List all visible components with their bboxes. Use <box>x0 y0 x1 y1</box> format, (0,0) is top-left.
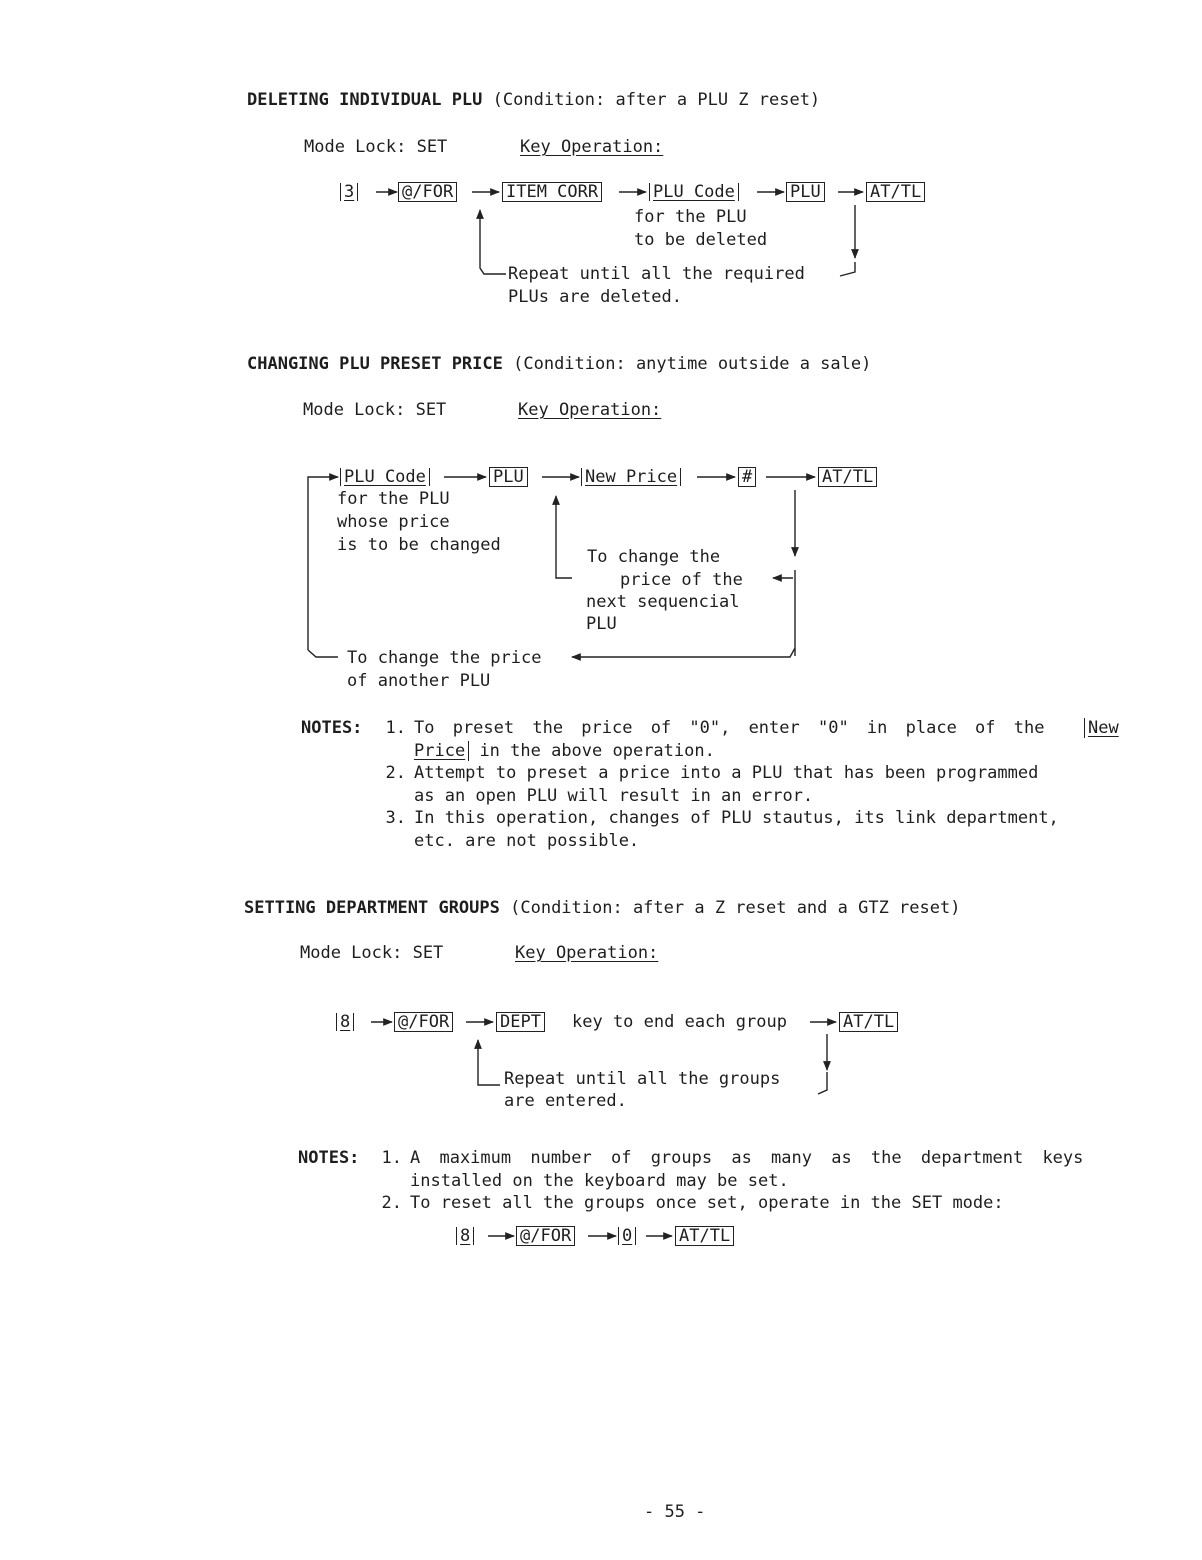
note-item-continuation: Price in the above operation. <box>414 740 715 761</box>
another-plu-note-line: To change the price <box>347 648 542 668</box>
sequential-note-line: next sequencial <box>586 592 740 612</box>
note-item-continuation: installed on the keyboard may be set. <box>410 1170 789 1191</box>
key-at-tl: AT/TL <box>866 182 925 202</box>
key-hash: # <box>738 467 756 487</box>
notes-label: NOTES: <box>301 718 363 738</box>
key-operation-label: Key Operation: <box>520 137 664 157</box>
repeat-note-line: Repeat until all the required <box>508 264 805 284</box>
section-title: SETTING DEPARTMENT GROUPS <box>244 898 500 918</box>
mode-lock: Mode Lock: SET <box>300 943 444 963</box>
reset-flow-digit-0: 0 <box>618 1226 636 1246</box>
mode-lock: Mode Lock: SET <box>304 137 448 157</box>
page-number: - 55 - <box>644 1502 706 1522</box>
note-item: 2. Attempt to preset a price into a PLU that has been programmed <box>385 763 1039 784</box>
key-item-corr: ITEM CORR <box>502 182 602 202</box>
plu-desc-line: is to be changed <box>337 535 501 555</box>
section-dept-groups-heading <box>244 898 960 918</box>
reset-flow-digit-8: 8 <box>456 1226 474 1246</box>
flow-digit-3: 3 <box>340 182 358 202</box>
mode-lock: Mode Lock: SET <box>303 400 447 420</box>
key-operation-label: Key Operation: <box>518 400 662 420</box>
repeat-note-line: PLUs are deleted. <box>508 287 682 307</box>
another-plu-note-line: of another PLU <box>347 671 491 691</box>
key-operation-label: Key Operation: <box>515 943 659 963</box>
notes-list <box>366 1147 1131 1215</box>
plu-desc-line: whose price <box>337 512 450 532</box>
section-title: DELETING INDIVIDUAL PLU <box>247 90 483 110</box>
key-plu: PLU <box>489 467 528 487</box>
key-plu: PLU <box>786 182 825 202</box>
key-at-for: @/FOR <box>394 1012 453 1032</box>
note-item-continuation: as an open PLU will result in an error. <box>414 785 814 806</box>
sequential-note-line: PLU <box>586 614 617 634</box>
note-item: 3. In this operation, changes of PLU stautus, its link department, <box>385 808 1059 829</box>
key-at-tl: AT/TL <box>675 1226 734 1246</box>
sequential-note-line: price of the <box>620 570 743 590</box>
section-title: CHANGING PLU PRESET PRICE <box>247 354 503 374</box>
notes-list <box>370 717 1135 853</box>
note-item: 1. A maximum number of groups as many as the department keys <box>381 1148 1084 1168</box>
section-condition: (Condition: after a Z reset and a GTZ reset) <box>510 898 961 918</box>
note-item-continuation: etc. are not possible. <box>414 830 640 851</box>
flow-digit-8: 8 <box>336 1012 354 1032</box>
key-dept: DEPT <box>496 1012 545 1032</box>
repeat-note-line: are entered. <box>504 1091 627 1111</box>
section-changing-price-heading <box>247 354 871 374</box>
section-deleting-plu-heading <box>247 90 820 110</box>
plu-note-line: to be deleted <box>634 230 768 250</box>
flow-text: key to end each group <box>572 1012 787 1032</box>
note-item: 2. To reset all the groups once set, operate in the SET mode: <box>381 1193 1004 1214</box>
flow-plu-code: PLU Code <box>340 467 430 487</box>
key-at-tl: AT/TL <box>839 1012 898 1032</box>
key-at-tl: AT/TL <box>818 467 877 487</box>
note-item: 1. To preset the price of "0", enter "0" in place of the New <box>385 718 1119 738</box>
section-condition: (Condition: after a PLU Z reset) <box>492 90 821 110</box>
key-at-for: @/FOR <box>398 182 457 202</box>
sequential-note-line: To change the <box>587 547 721 567</box>
section-condition: (Condition: anytime outside a sale) <box>513 354 872 374</box>
flow-new-price: New Price <box>581 467 681 487</box>
notes-label: NOTES: <box>298 1148 360 1168</box>
repeat-note-line: Repeat until all the groups <box>504 1069 781 1089</box>
flow-plu-code: PLU Code <box>649 182 739 202</box>
plu-note-line: for the PLU <box>634 207 747 227</box>
plu-desc-line: for the PLU <box>337 489 450 509</box>
key-at-for: @/FOR <box>516 1226 575 1246</box>
